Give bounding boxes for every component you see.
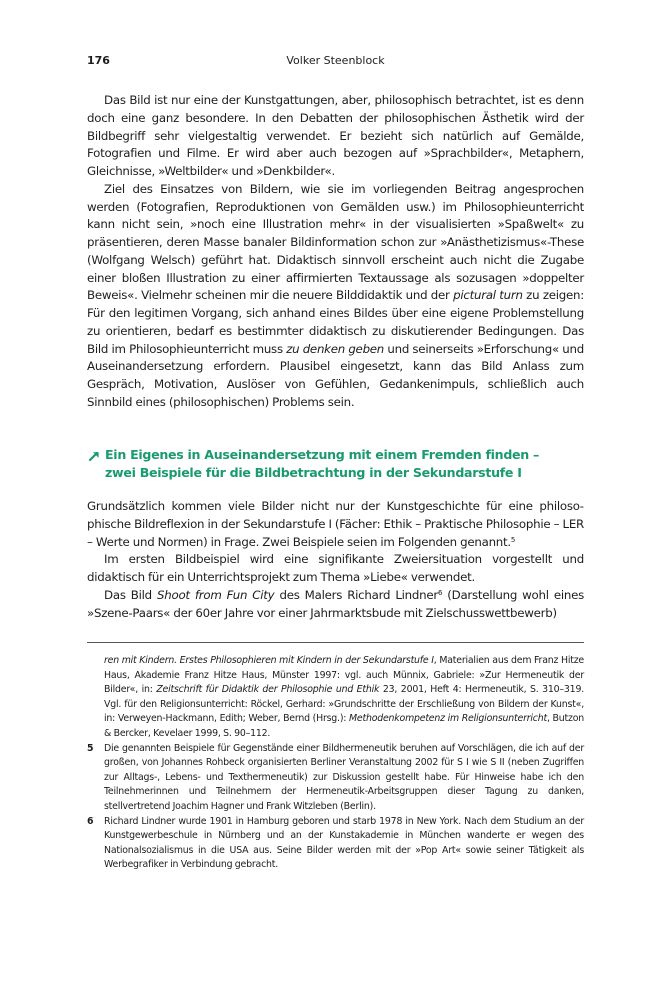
section-heading (87, 446, 584, 482)
term-pictural-turn: pictural turn (453, 288, 523, 303)
running-head-author: Volker Steenblock (286, 54, 385, 67)
paragraph-basics-text: Grundsätzlich kommen viele Bilder nicht nur der Kunstgeschichte für eine philosophische Bildreflexion in der Sekundarstufe I (Fächer: Ethik – Praktische Philosophie – LER – Werte und Normen) in Frage. Zwei Beispiele seien im Folgenden genannt. (87, 499, 584, 549)
footnote-continued (87, 654, 584, 742)
paragraph-aim-text-3: und seinerseits »Erforschung« und Auseinandersetzung erfordern. Plausibel eingesetzt, kann das Bild Anlass zum Gespräch, Motivation, Auslöser von Gefühlen, Gedankenimpuls, schließlich auch Sinnbild eines (philosophischen) Problems sein. (87, 341, 585, 409)
section-heading-line-2: zwei Beispiele für die Bildbetrachtung in der Sekundarstufe I (105, 465, 522, 480)
footnote-ref-5[interactable]: 5 (510, 535, 516, 544)
paragraph-lindner (87, 587, 584, 623)
paragraph-basics (87, 498, 584, 551)
paragraph-lindner-text-1: Das Bild (104, 587, 158, 602)
paragraph-aim-text-1: Ziel des Einsatzes von Bildern, wie sie im vorliegenden Beitrag angesprochen werden (Fotografien, Reproduktionen von Gemälden usw.) im Philosophieunterricht kann nicht sein, »noch eine Illustration mehr« in der visualisierten »Spaßwelt« zu präsentieren, deren Masse banaler Bildinformation schon zur »Anästhetizismus«-These (Wolfgang Welsch) geführt hat. Didaktisch sinnvoll erscheint auch nicht die Zugabe einer bloßen Illustration zu einer affirmierten Textaussage als sozusagen »doppelter Beweis«. Vielmehr scheinen mir die neuere Bilddidaktik und der (87, 181, 584, 303)
footnote-5 (87, 742, 584, 815)
body-text-top (87, 92, 584, 412)
footnotes (87, 654, 584, 873)
paragraph-first-example-text: Im ersten Bildbeispiel wird eine signifikante Zweiersituation vorgestellt und didaktisch für ein Unterrichtsprojekt zum Thema »Liebe« verwendet. (87, 552, 584, 584)
paragraph-first-example (87, 551, 584, 587)
paragraph-intro-text: Das Bild ist nur eine der Kunstgattungen, aber, philosophisch betrachtet, ist es denn doch eine ganz besondere. In den Debatten der philosophischen Ästhetik wird der Bildbegriff sehr vielgestaltig verwendet. Er bezieht sich natürlich auf Gemälde, Fotografien und Filme. Er wird aber auch bezogen auf »Sprachbilder«, Metaphern, Gleichnisse, »Weltbilder« und »Denkbilder«. (87, 93, 584, 178)
paragraph-lindner-text-3: (Darstellung wohl eines »Szene-Paars« der 60er Jahre vor einer Jahrmarktsbude mit Zielschusswettbewerb) (87, 587, 584, 620)
footnote-continued-journal: Zeitschrift für Didaktik der Philosophie und Ethik (156, 684, 380, 696)
section-heading-line-1: Ein Eigenes in Auseinandersetzung mit einem Fremden finden – (105, 447, 540, 462)
paragraph-lindner-text-2: des Malers Richard Lindner (274, 587, 438, 602)
footnote-continued-text-2: 23, 2001, Heft 4: Hermeneutik, S. 310–319. Vgl. für den Religionsunterricht: Röckel, Gerhard: »Grundschritte der Erschließung von Bildern der Kunst«, in: Verweyen-Hackmann, Edith; Weber, Bernd (Hrsg.): (104, 684, 584, 725)
footnote-continued-title: ren mit Kindern. Erstes Philosophieren mit Kindern in der Sekundarstufe I (104, 655, 434, 666)
footnote-continued-book: Methodenkompetenz im Religionsunterricht (349, 713, 547, 725)
page-number: 176 (87, 54, 110, 67)
body-text-bottom (87, 498, 584, 622)
term-zu-denken-geben: zu denken geben (286, 341, 385, 356)
paragraph-aim-text-2: zu zeigen: Für den legitimen Vorgang, sich anhand eines Bildes über eine eigene Problemstellung zu orientieren, bedarf es bestimmter didaktisch zu diskutierender Bedingungen. Das Bild im Philosophieunterricht muss (87, 288, 584, 356)
footnote-divider (87, 642, 584, 643)
arrow-icon (87, 449, 103, 463)
paragraph-intro (87, 92, 584, 181)
footnote-5-mark: 5 (87, 742, 94, 754)
footnote-5-text: Die genannten Beispiele für Gegenstände einer Bildhermeneutik beruhen auf Vorschlägen, die ich auf der großen, von Johannes Rohbeck organisierten Berliner Veranstaltung 2002 für S I wie S II (neben Zugriffen zur Alltags-, Lebens- und Texthermeneutik) zur Diskussion gestellt habe. Für Hinweise habe ich den Teilnehmerinnen und Teilnehmern der Hermeneutik-Arbeitsgruppen dieser Tagung zu danken, stellvertretend Joachim Hagner und Frank Witzleben (Berlin). (104, 742, 584, 812)
footnote-continued-text-3: , Butzon & Bercker, Kevelaer 1999, S. 90–112. (104, 713, 584, 739)
artwork-title: Shoot from Fun City (157, 587, 275, 602)
footnote-6-text: Richard Lindner wurde 1901 in Hamburg geboren und starb 1978 in New York. Nach dem Studium an der Kunstgewerbeschule in Nürnberg und an der Kunstakademie in München wanderte er wegen des Nationalsozialismus in die USA aus. Seine Bilder werden mit der »Pop Art« sowie seiner Tätigkeit als Werbegrafiker in Verbindung gebracht. (104, 815, 584, 871)
footnote-continued-text-1: , Materialien aus dem Franz Hitze Haus, Akademie Franz Hitze Haus, Münster 1997: vgl. auch Münnix, Gabriele: »Zur Hermeneutik der Bilder«, in: (104, 655, 584, 696)
footnote-ref-6[interactable]: 6 (437, 588, 443, 597)
footnote-6 (87, 815, 584, 873)
paragraph-aim (87, 181, 584, 412)
footnote-6-mark: 6 (87, 815, 94, 827)
running-header (87, 54, 584, 72)
